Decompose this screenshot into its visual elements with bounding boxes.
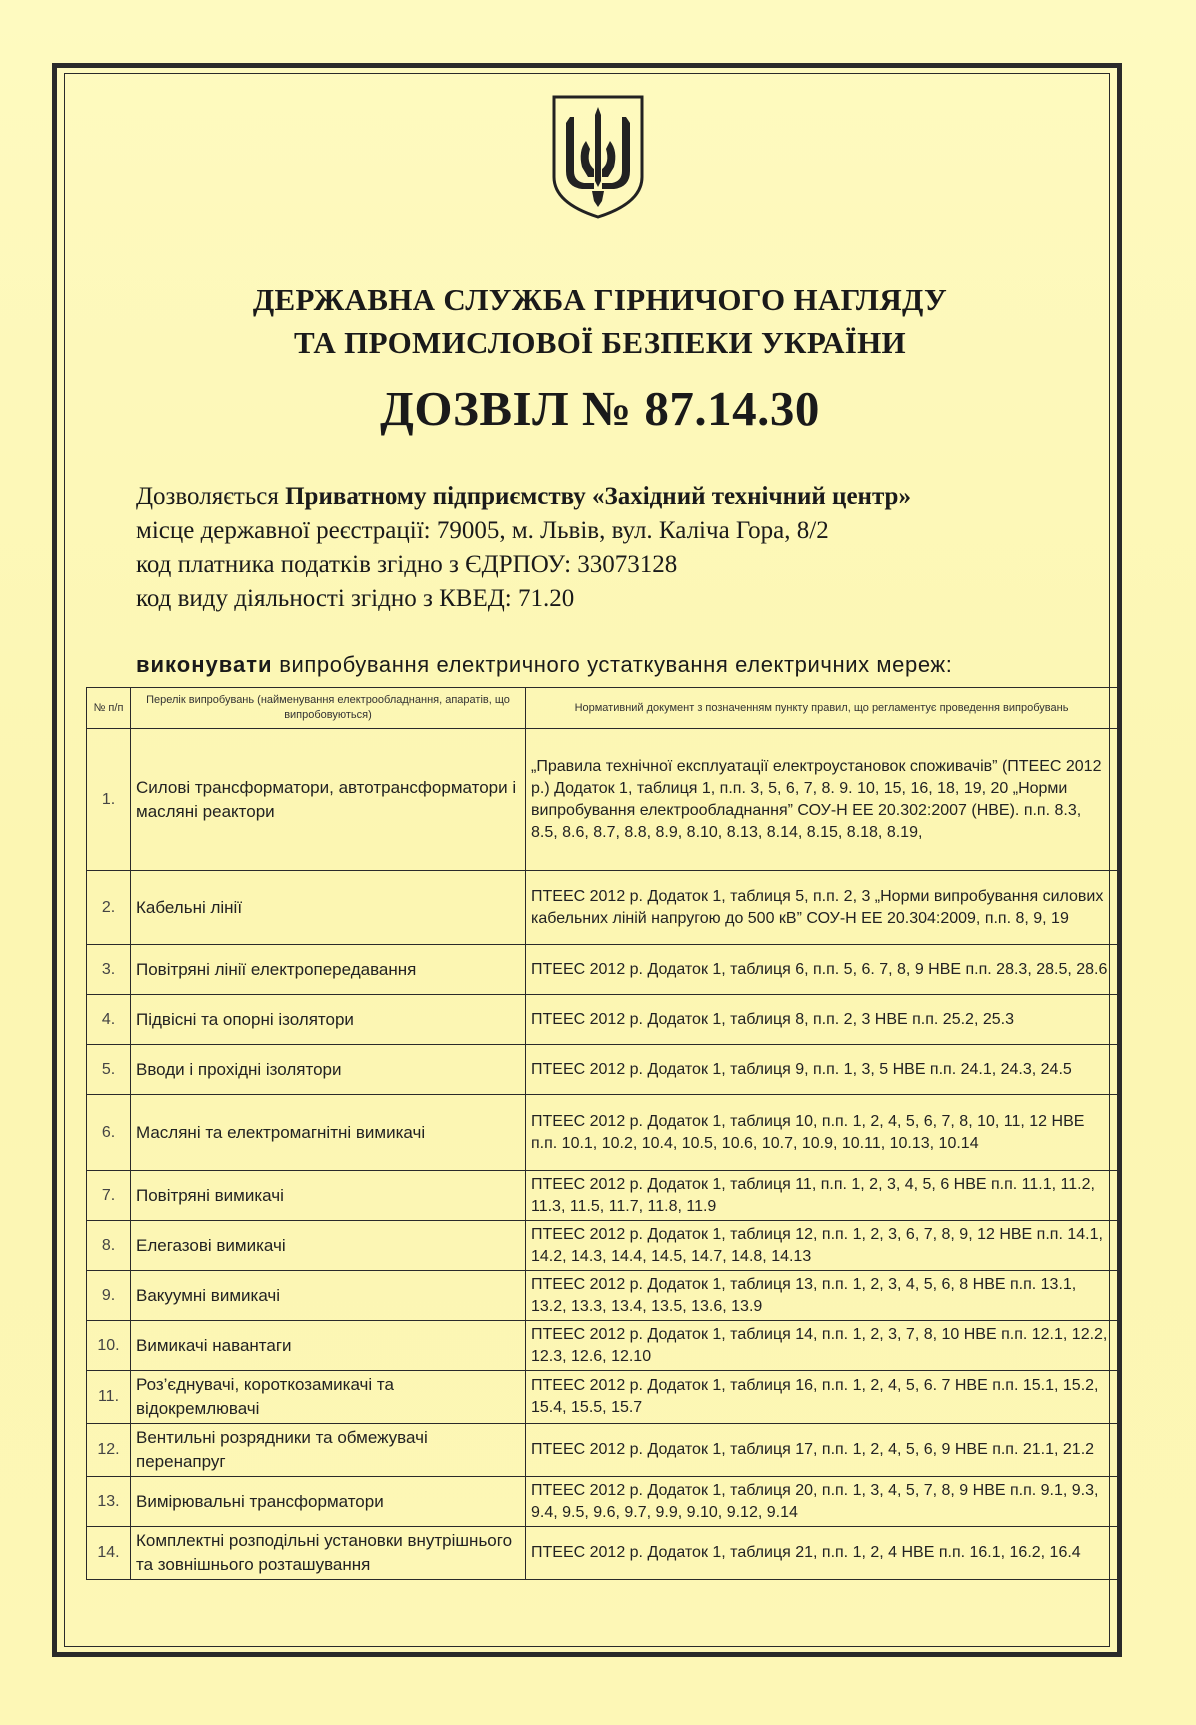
test-name: Підвісні та опорні ізолятори (131, 995, 526, 1045)
table-row (87, 1221, 1118, 1271)
row-number: 11. (87, 1371, 131, 1424)
company-name: Приватному підприємству «Західний технічний центр» (285, 483, 911, 510)
row-number: 5. (87, 1045, 131, 1095)
permit-title: ДОЗВІЛ № 87.14.30 (380, 381, 820, 436)
row-number: 6. (87, 1095, 131, 1171)
normative-doc: ПТЕЕС 2012 р. Додаток 1, таблиця 13, п.п. 1, 2, 3, 4, 5, 6, 8 НВЕ п.п. 13.1, 13.2, 13.3, 13.4, 13.5, 13.6, 13.9 (526, 1271, 1118, 1321)
normative-doc: ПТЕЕС 2012 р. Додаток 1, таблиця 20, п.п. 1, 3, 4, 5, 7, 8, 9 НВЕ п.п. 9.1, 9.3, 9.4, 9.5, 9.6, 9.7, 9.9, 9.10, 9.12, 9.14 (526, 1477, 1118, 1527)
test-name: Вимірювальні трансформатори (131, 1477, 526, 1527)
grant-line (136, 480, 1096, 514)
header-number: № п/п (87, 688, 131, 729)
test-name: Вентильні розрядники та обмежувачі перенапруг (131, 1424, 526, 1477)
table-row (87, 1371, 1118, 1424)
normative-doc: ПТЕЕС 2012 р. Додаток 1, таблиця 11, п.п. 1, 2, 3, 4, 5, 6 НВЕ п.п. 11.1, 11.2, 11.3, 11.5, 11.7, 11.8, 11.9 (526, 1171, 1118, 1221)
test-name: Повітряні лінії електропередавання (131, 945, 526, 995)
test-name: Вимикачі навантаги (131, 1321, 526, 1371)
normative-doc: ПТЕЕС 2012 р. Додаток 1, таблиця 9, п.п. 1, 3, 5 НВЕ п.п. 24.1, 24.3, 24.5 (526, 1045, 1118, 1095)
table-row (87, 1045, 1118, 1095)
normative-doc: ПТЕЕС 2012 р. Додаток 1, таблиця 21, п.п. 1, 2, 4 НВЕ п.п. 16.1, 16.2, 16.4 (526, 1527, 1118, 1580)
row-number: 12. (87, 1424, 131, 1477)
test-name: Кабельні лінії (131, 871, 526, 945)
agency-line-2: ТА ПРОМИСЛОВОЇ БЕЗПЕКИ УКРАЇНИ (294, 325, 906, 360)
header-normative-doc: Нормативний документ з позначенням пункту правил, що регламентує проведення випробувань (526, 688, 1118, 729)
table-row (87, 1424, 1118, 1477)
row-number: 10. (87, 1321, 131, 1371)
registration-line: місце державної реєстрації: 79005, м. Львів, вул. Каліча Гора, 8/2 (136, 517, 829, 544)
tax-code-line: код платника податків згідно з ЄДРПОУ: 33073128 (136, 551, 678, 578)
normative-doc: ПТЕЕС 2012 р. Додаток 1, таблиця 5, п.п. 2, 3 „Норми випробування силових кабельних ліній напругою до 500 кВ” СОУ-Н ЕЕ 20.304:2009, п.п. 8, 9, 19 (526, 871, 1118, 945)
header-test-list: Перелік випробувань (найменування електрообладнання, апаратів, що випробовуються) (131, 688, 526, 729)
agency-line-1: ДЕРЖАВНА СЛУЖБА ГІРНИЧОГО НАГЛЯДУ (252, 282, 948, 317)
normative-doc: ПТЕЕС 2012 р. Додаток 1, таблиця 17, п.п. 1, 2, 4, 5, 6, 9 НВЕ п.п. 21.1, 21.2 (526, 1424, 1118, 1477)
test-name: Вводи і прохідні ізолятори (131, 1045, 526, 1095)
row-number: 4. (87, 995, 131, 1045)
perform-bold: виконувати (136, 652, 273, 677)
table-row (87, 1095, 1118, 1171)
test-name: Елегазові вимикачі (131, 1221, 526, 1271)
agency-name (140, 278, 1060, 364)
normative-doc: ПТЕЕС 2012 р. Додаток 1, таблиця 8, п.п. 2, 3 НВЕ п.п. 25.2, 25.3 (526, 995, 1118, 1045)
row-number: 13. (87, 1477, 131, 1527)
table-row (87, 729, 1118, 871)
tests-table (86, 687, 1118, 1580)
table-row (87, 995, 1118, 1045)
permit-info (136, 480, 1096, 616)
table-row (87, 1477, 1118, 1527)
table-header-row (87, 688, 1118, 729)
row-number: 14. (87, 1527, 131, 1580)
normative-doc: ПТЕЕС 2012 р. Додаток 1, таблиця 12, п.п. 1, 2, 3, 6, 7, 8, 9, 12 НВЕ п.п. 14.1, 14.2, 14.3, 14.4, 14.5, 14.7, 14.8, 14.13 (526, 1221, 1118, 1271)
test-name: Силові трансформатори, автотрансформатори і масляні реактори (131, 729, 526, 871)
table-row (87, 945, 1118, 995)
normative-doc: ПТЕЕС 2012 р. Додаток 1, таблиця 10, п.п. 1, 2, 4, 5, 6, 7, 8, 10, 11, 12 НВЕ п.п. 10.1, 10.2, 10.4, 10.5, 10.6, 10.7, 10.9, 10.11, 10.13, 10.14 (526, 1095, 1118, 1171)
test-name: Роз’єднувачі, короткозамикачі та відокремлювачі (131, 1371, 526, 1424)
normative-doc: „Правила технічної експлуатації електроустановок споживачів” (ПТЕЕС 2012 р.) Додаток 1, таблиця 1, п.п. 3, 5, 6, 7, 8. 9. 10, 15, 16, 18, 19, 20 „Норми випробування електрообладнання” СОУ-Н ЕЕ 20.302:2007 (НВЕ). п.п. 8.3, 8.5, 8.6, 8.7, 8.8, 8.9, 8.10, 8.13, 8.14, 8.15, 8.18, 8.19, (526, 729, 1118, 871)
row-number: 1. (87, 729, 131, 871)
trident-emblem-icon (548, 93, 648, 221)
row-number: 9. (87, 1271, 131, 1321)
row-number: 7. (87, 1171, 131, 1221)
test-name: Вакуумні вимикачі (131, 1271, 526, 1321)
row-number: 8. (87, 1221, 131, 1271)
row-number: 3. (87, 945, 131, 995)
normative-doc: ПТЕЕС 2012 р. Додаток 1, таблиця 6, п.п. 5, 6. 7, 8, 9 НВЕ п.п. 28.3, 28.5, 28.6 (526, 945, 1118, 995)
kved-line: код виду діяльності згідно з КВЕД: 71.20 (136, 585, 575, 612)
test-name: Повітряні вимикачі (131, 1171, 526, 1221)
test-name: Масляні та електромагнітні вимикачі (131, 1095, 526, 1171)
table-row (87, 1321, 1118, 1371)
table-row (87, 871, 1118, 945)
grant-prefix: Дозволяється (136, 483, 286, 510)
row-number: 2. (87, 871, 131, 945)
table-row (87, 1527, 1118, 1580)
table-row (87, 1271, 1118, 1321)
normative-doc: ПТЕЕС 2012 р. Додаток 1, таблиця 16, п.п. 1, 2, 4, 5, 6. 7 НВЕ п.п. 15.1, 15.2, 15.4, 15.5, 15.7 (526, 1371, 1118, 1424)
test-name: Комплектні розподільні установки внутрішнього та зовнішнього розташування (131, 1527, 526, 1580)
perform-rest: випробування електричного устаткування електричних мереж: (272, 652, 953, 677)
perform-line (136, 652, 952, 678)
normative-doc: ПТЕЕС 2012 р. Додаток 1, таблиця 14, п.п. 1, 2, 3, 7, 8, 10 НВЕ п.п. 12.1, 12.2, 12.3, 12.6, 12.10 (526, 1321, 1118, 1371)
table-row (87, 1171, 1118, 1221)
